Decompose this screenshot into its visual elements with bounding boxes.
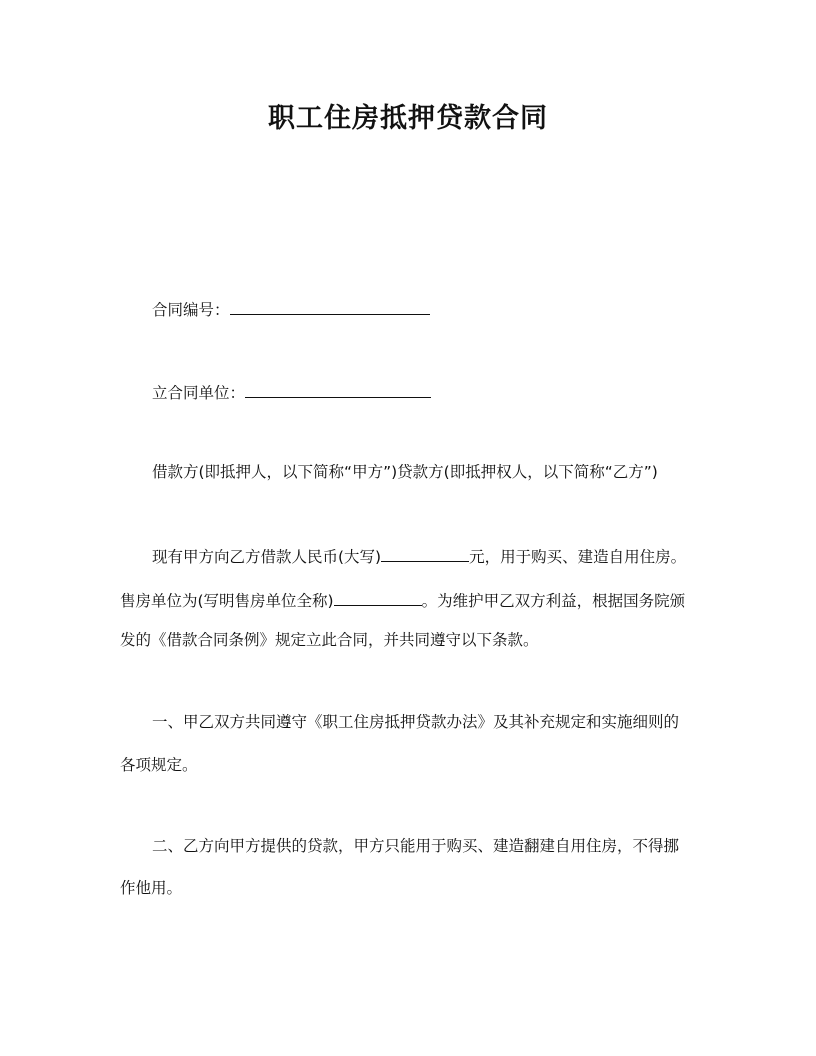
clause-1-line-2: 各项规定。	[120, 756, 198, 774]
parties-line: 借款方(即抵押人，以下简称“甲方”)贷款方(即抵押权人，以下简称“乙方”)	[152, 463, 658, 481]
loan-para-line-1	[152, 545, 686, 567]
contract-number-label: 合同编号：	[152, 301, 230, 319]
contract-unit-line	[152, 381, 431, 403]
seller-blank	[334, 589, 422, 606]
loan-basis-text: 。为维护甲乙双方利益，根据国务院颁	[421, 592, 686, 610]
loan-para-line-3: 发的《借款合同条例》规定立此合同，并共同遵守以下条款。	[120, 631, 539, 649]
clause-1-line-1: 一、甲乙双方共同遵守《职工住房抵押贷款办法》及其补充规定和实施细则的	[152, 713, 680, 731]
clause-2-line-2: 作他用。	[120, 879, 183, 897]
contract-number-line	[152, 298, 430, 320]
contract-unit-blank	[245, 381, 431, 398]
seller-label: 售房单位为(写明售房单位全称)	[120, 592, 334, 610]
loan-purpose-text: 元，用于购买、建造自用住房。	[469, 548, 687, 566]
loan-amount-label: 现有甲方向乙方借款人民币(大写)	[152, 548, 382, 566]
clause-2-line-1: 二、乙方向甲方提供的贷款，甲方只能用于购买、建造翻建自用住房，不得挪	[152, 837, 680, 855]
loan-amount-blank	[381, 545, 469, 562]
contract-unit-label: 立合同单位：	[152, 384, 246, 402]
contract-number-blank	[230, 298, 430, 315]
document-title: 职工住房抵押贷款合同	[268, 103, 548, 134]
loan-para-line-2	[120, 589, 685, 611]
